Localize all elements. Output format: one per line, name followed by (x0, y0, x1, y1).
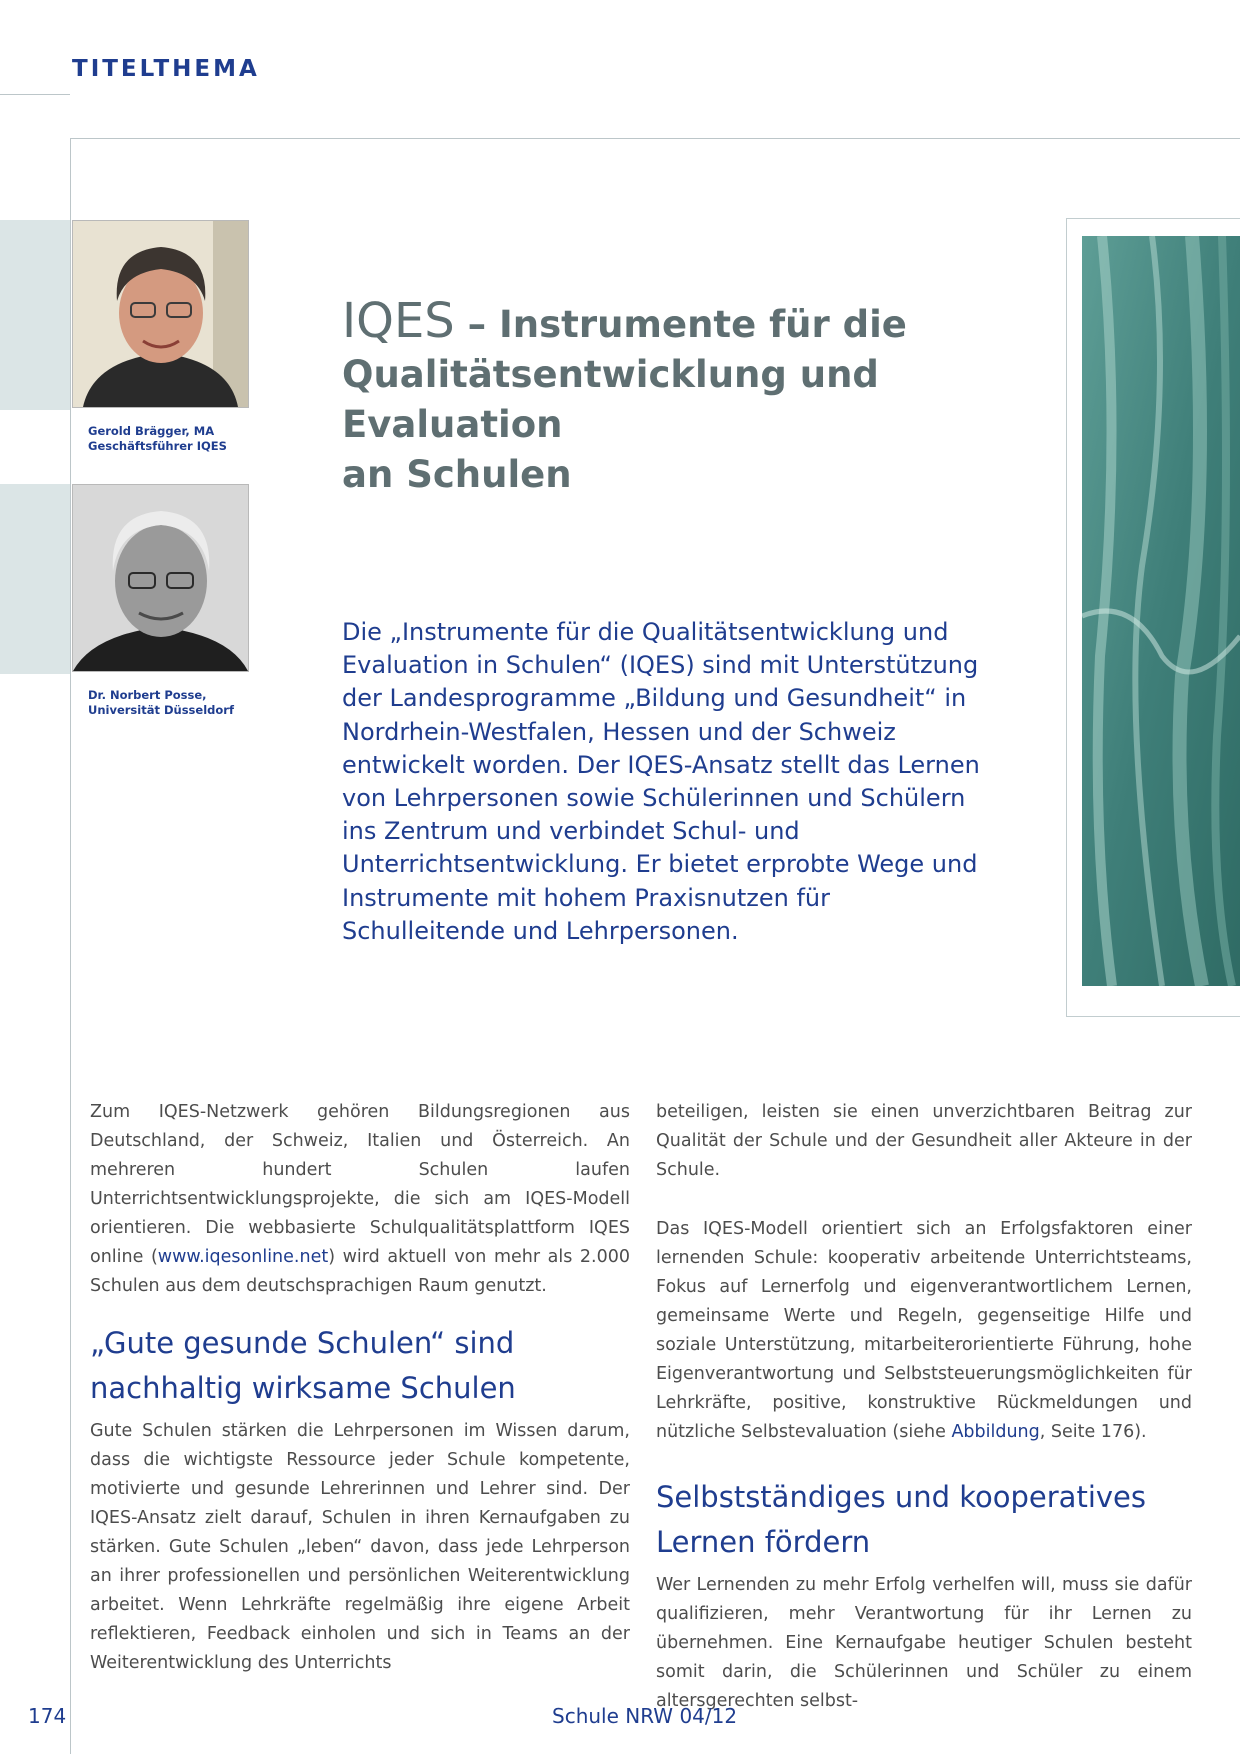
side-tab-2 (0, 484, 70, 674)
text-run: Das IQES-Modell orientiert sich an Erfolgsfaktoren einer lernenden Schule: kooperativ arbeitende Unterrichtsteams, Fokus auf Lernerfolg und eigenverantwortlichem Lernen, gemeinsame Werte und Regeln, gegenseitige Hilfe und soziale Unterstützung, mitarbeiterorientierte Führung, hohe Eigenverantwortung und Selbststeuerungsmöglichkeiten für Lehrkräfte, positive, konstruktive Rückmeldungen und nützliche Selbstevaluation (siehe (656, 1219, 1192, 1442)
frame-top-line (70, 138, 1240, 139)
section-heading: Selbstständiges und kooperatives Lernen fördern (656, 1480, 1146, 1559)
publication-footer: Schule NRW 04/12 (552, 1704, 738, 1728)
text-run: Zum IQES-Netzwerk gehören Bildungsregionen aus Deutschland, der Schweiz, Italien und Österreich. An mehreren hundert Schulen laufen Unterrichtsentwicklungsprojekte, die sich am IQES-Modell orientieren. Die webbasierte Schulqualitätsplattform IQES online ( (90, 1102, 630, 1267)
author-caption-1 (88, 424, 263, 454)
decorative-painting (1082, 236, 1240, 986)
text-run: , Seite 176). (1039, 1422, 1147, 1442)
text-run: ) wird aktuell von mehr als 2.000 Schulen aus dem deutschsprachigen Raum genutzt. (90, 1247, 630, 1296)
abbildung-link[interactable]: Abbildung (951, 1422, 1040, 1442)
frame-left-line (70, 138, 71, 1754)
page-title (342, 293, 1042, 500)
section-heading: „Gute gesunde Schulen“ sind nachhaltig wirksame Schulen (90, 1326, 516, 1405)
author-caption-2 (88, 688, 263, 718)
body-paragraph: beteiligen, leisten sie einen unverzichtbaren Beitrag zur Qualität der Schule und der Gesundheit aller Akteure in der Schule. (656, 1102, 1192, 1180)
lead-paragraph: Die „Instrumente für die Qualitätsentwicklung und Evaluation in Schulen“ (IQES) sind mit Unterstützung der Landesprogramme „Bildung und Gesundheit“ in Nordrhein-Westfalen, Hessen und der Schweiz entwickelt worden. Der IQES-Ansatz stellt das Lernen von Lehrpersonen sowie Schülerinnen und Schülern ins Zentrum und verbindet Schul- und Unterrichtsentwicklung. Er bietet erprobte Wege und Instrumente mit hohem Praxisnutzen für Schulleitende und Lehrpersonen. (342, 618, 980, 945)
body-paragraph: Gute Schulen stärken die Lehrpersonen im Wissen darum, dass die wichtigste Ressource jeder Schule kompetente, motivierte und gesunde Lehrerinnen und Lehrer sind. Der IQES-Ansatz zielt darauf, Schulen in ihren Kernaufgaben zu stärken. Gute Schulen „leben“ davon, dass jede Lehrperson an ihrer professionellen und persönlichen Weiterentwicklung arbeitet. Wenn Lehrkräfte regelmäßig ihre eigene Arbeit reflektieren, Feedback einholen und sich in Teams an der Weiterentwicklung des Unterrichts (90, 1421, 630, 1673)
author-name: Gerold Brägger, MA (88, 424, 215, 438)
author-role: Universität Düsseldorf (88, 703, 234, 717)
title-line1: Instrumente für die (499, 303, 907, 346)
title-line2: Qualitätsentwicklung und Evaluation (342, 353, 879, 446)
body-paragraph: Wer Lernenden zu mehr Erfolg verhelfen will, muss sie dafür qualifizieren, mehr Verantwortung für ihr Lernen zu übernehmen. Eine Kernaufgabe heutiger Schulen besteht somit darin, die Schülerinnen und Schüler zu einem altersgerechten selbst- (656, 1575, 1192, 1711)
divider (0, 94, 70, 95)
body-paragraph (90, 1098, 630, 1301)
author-photo-braegger (72, 220, 249, 408)
title-dash: – (467, 303, 487, 346)
iqes-online-link[interactable]: www.iqesonline.net (157, 1247, 329, 1267)
title-lead-word: IQES (342, 293, 455, 349)
body-column-right (656, 1098, 1192, 1716)
body-paragraph (656, 1215, 1192, 1447)
author-name: Dr. Norbert Posse, (88, 688, 207, 702)
author-role: Geschäftsführer IQES (88, 439, 227, 453)
title-line3: an Schulen (342, 453, 572, 496)
body-column-left (90, 1098, 630, 1678)
author-photo-posse (72, 484, 249, 672)
page-number: 174 (28, 1704, 67, 1728)
section-label: TITELTHEMA (72, 56, 260, 82)
side-tab-1 (0, 220, 70, 410)
